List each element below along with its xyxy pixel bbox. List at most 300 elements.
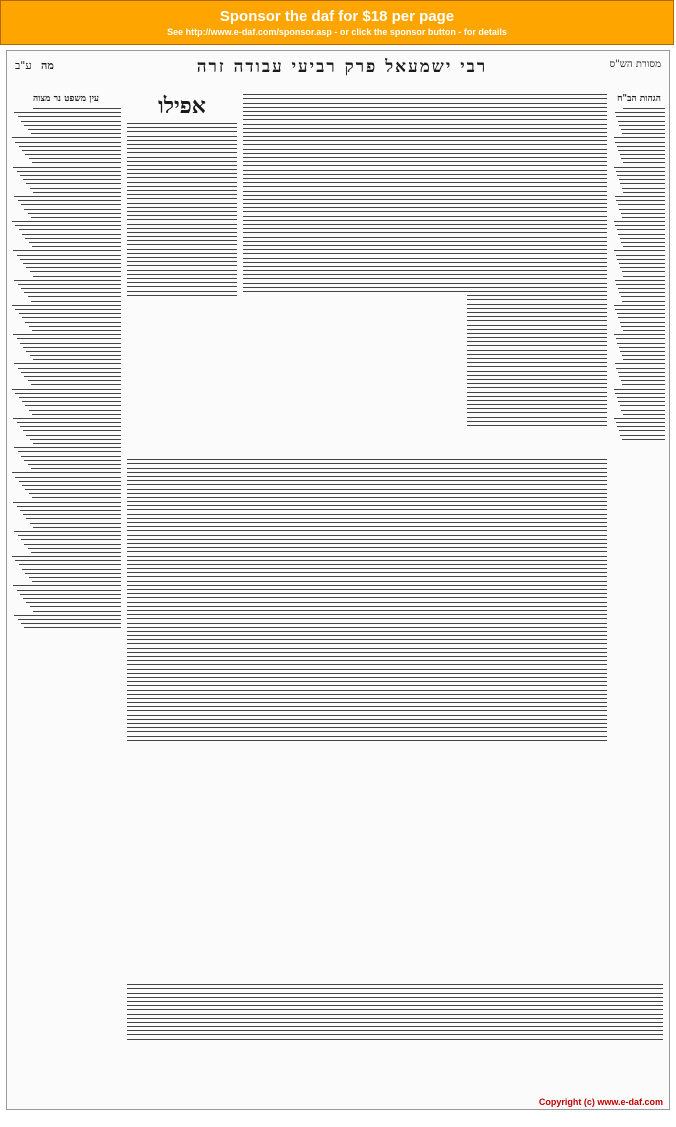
text-line <box>14 280 121 281</box>
text-line <box>127 232 237 233</box>
text-line <box>127 589 607 590</box>
text-line <box>243 170 503 171</box>
text-line <box>243 203 503 204</box>
text-line <box>127 173 237 174</box>
text-line <box>127 169 237 170</box>
text-line <box>621 129 665 130</box>
text-line <box>23 514 121 515</box>
text-line <box>243 136 503 137</box>
text-line <box>127 568 607 569</box>
text-line <box>127 702 607 703</box>
text-line <box>127 618 607 619</box>
text-line <box>615 196 665 197</box>
text-line <box>25 405 121 406</box>
text-line <box>127 614 607 615</box>
text-line <box>127 165 237 166</box>
text-line <box>31 552 121 553</box>
text-line <box>127 564 607 565</box>
text-line <box>127 144 237 145</box>
text-line <box>18 284 121 285</box>
text-line <box>127 203 237 204</box>
text-line <box>619 209 665 210</box>
text-line <box>25 238 121 239</box>
text-line <box>243 249 503 250</box>
text-line <box>30 355 121 356</box>
text-line <box>14 447 121 448</box>
text-line <box>127 660 607 661</box>
text-line <box>26 435 121 436</box>
text-line <box>127 719 607 720</box>
text-line <box>620 154 665 155</box>
text-line <box>127 1030 663 1031</box>
text-line <box>243 232 503 233</box>
text-line <box>24 544 121 545</box>
text-line <box>127 472 607 473</box>
text-line <box>243 115 503 116</box>
text-line <box>616 116 665 117</box>
text-line <box>127 236 237 237</box>
text-line <box>17 590 122 591</box>
text-line <box>619 376 665 377</box>
text-line <box>623 192 665 193</box>
sponsor-subtitle: See http://www.e-daf.com/sponsor.asp - or click the sponsor button - for details <box>167 27 507 37</box>
text-line <box>614 389 665 390</box>
text-line <box>623 246 665 247</box>
text-line <box>29 493 121 494</box>
text-line <box>21 204 121 205</box>
text-line <box>614 137 665 138</box>
text-line <box>620 267 665 268</box>
text-line <box>18 619 121 620</box>
text-line <box>127 468 607 469</box>
text-line <box>243 241 503 242</box>
text-line <box>32 162 121 163</box>
text-line <box>12 472 121 473</box>
text-line <box>127 1026 663 1027</box>
text-line <box>127 295 237 296</box>
text-line <box>21 372 121 373</box>
text-line <box>615 363 665 364</box>
text-line <box>17 338 122 339</box>
text-line <box>22 234 121 235</box>
text-line <box>618 121 665 122</box>
text-line <box>22 401 121 402</box>
text-line <box>19 397 121 398</box>
text-line <box>127 215 237 216</box>
text-line <box>243 283 503 284</box>
text-line <box>20 594 121 595</box>
text-line <box>243 274 503 275</box>
text-line <box>615 309 665 310</box>
text-line <box>127 493 607 494</box>
text-line <box>13 167 121 168</box>
text-line <box>622 355 665 356</box>
text-line <box>243 157 503 158</box>
text-line <box>243 228 503 229</box>
text-line <box>243 245 503 246</box>
text-line <box>243 191 503 192</box>
text-line <box>243 124 503 125</box>
text-line <box>127 518 607 519</box>
text-line <box>243 270 503 271</box>
text-line <box>621 326 665 327</box>
text-line <box>20 343 121 344</box>
text-line <box>127 539 607 540</box>
text-line <box>127 731 607 732</box>
text-line <box>127 509 607 510</box>
text-line <box>127 265 237 266</box>
text-line <box>127 123 237 124</box>
text-line <box>13 250 121 251</box>
text-line <box>18 451 121 452</box>
text-line <box>14 112 121 113</box>
text-line <box>620 183 665 184</box>
text-line <box>12 221 121 222</box>
text-line <box>127 476 607 477</box>
text-line <box>20 426 121 427</box>
text-line <box>243 262 503 263</box>
text-line <box>23 430 121 431</box>
text-line <box>127 291 237 292</box>
text-line <box>20 259 121 260</box>
sponsor-banner[interactable] <box>0 0 674 45</box>
text-line <box>623 108 665 109</box>
text-line <box>243 186 503 187</box>
text-line <box>15 477 121 478</box>
text-line <box>15 225 121 226</box>
text-line <box>615 142 665 143</box>
text-line <box>127 278 237 279</box>
text-line <box>621 296 665 297</box>
text-line <box>622 217 665 218</box>
text-line <box>127 572 607 573</box>
text-line <box>614 418 665 419</box>
text-line <box>127 535 607 536</box>
text-line <box>243 98 503 99</box>
text-line <box>19 146 121 147</box>
text-line <box>127 1039 663 1040</box>
text-line <box>127 694 607 695</box>
text-line <box>614 167 665 168</box>
text-line <box>127 497 607 498</box>
text-line <box>619 125 665 126</box>
text-line <box>127 207 237 208</box>
text-line <box>127 706 607 707</box>
text-line <box>26 518 121 519</box>
text-line <box>243 94 503 95</box>
text-line <box>127 581 607 582</box>
text-line <box>20 175 121 176</box>
text-line <box>127 727 607 728</box>
page-title: רבי ישמעאל פרק רביעי עבודה זרה <box>196 57 488 77</box>
text-line <box>620 435 665 436</box>
text-line <box>243 132 503 133</box>
text-line <box>15 309 121 310</box>
text-line <box>127 715 607 716</box>
text-line <box>24 627 121 628</box>
text-line <box>243 291 503 292</box>
text-line <box>243 211 503 212</box>
text-line <box>127 648 607 649</box>
text-line <box>623 414 665 415</box>
text-line <box>12 389 121 390</box>
text-line <box>243 149 503 150</box>
text-line <box>618 204 665 205</box>
text-line <box>127 677 607 678</box>
text-line <box>243 278 503 279</box>
text-line <box>32 581 121 582</box>
text-line <box>243 128 503 129</box>
text-line <box>22 569 121 570</box>
text-line <box>18 116 121 117</box>
text-line <box>14 531 121 532</box>
text-line <box>127 253 237 254</box>
text-line <box>127 463 607 464</box>
opening-word: אפילו <box>158 93 206 119</box>
text-line <box>243 287 503 288</box>
text-line <box>21 623 121 624</box>
text-line <box>622 384 665 385</box>
text-line <box>13 334 121 335</box>
text-line <box>619 430 665 431</box>
text-line <box>127 459 607 460</box>
text-line <box>127 211 237 212</box>
text-line <box>127 984 663 985</box>
rashi-column <box>127 91 237 451</box>
text-line <box>12 556 121 557</box>
text-line <box>127 526 607 527</box>
text-line <box>22 317 121 318</box>
text-line <box>28 213 122 214</box>
text-line <box>17 255 122 256</box>
text-line <box>17 506 122 507</box>
text-line <box>127 152 237 153</box>
text-line <box>25 489 121 490</box>
text-line <box>127 282 237 283</box>
text-line <box>622 133 665 134</box>
text-line <box>12 137 121 138</box>
text-line <box>618 372 665 373</box>
text-line <box>243 165 503 166</box>
text-line <box>127 1034 663 1035</box>
text-line <box>617 397 665 398</box>
text-line <box>26 602 121 603</box>
text-line <box>127 244 237 245</box>
text-line <box>621 380 665 381</box>
text-line <box>28 464 122 465</box>
text-line <box>127 489 607 490</box>
text-line <box>622 301 665 302</box>
text-line <box>243 144 503 145</box>
text-line <box>127 194 237 195</box>
text-line <box>31 133 121 134</box>
text-line <box>243 119 503 120</box>
text-line <box>127 1001 663 1002</box>
text-line <box>18 368 121 369</box>
text-line <box>32 414 121 415</box>
text-line <box>243 111 503 112</box>
text-line <box>618 288 665 289</box>
text-line <box>19 229 121 230</box>
text-line <box>243 174 503 175</box>
text-line <box>15 560 121 561</box>
text-line <box>617 146 665 147</box>
text-line <box>127 148 237 149</box>
text-line <box>20 510 121 511</box>
text-line <box>622 271 665 272</box>
text-line <box>243 237 503 238</box>
text-line <box>26 267 121 268</box>
text-line <box>33 108 121 109</box>
text-line <box>127 623 607 624</box>
gemara-text-wide <box>127 456 607 976</box>
text-line <box>23 179 121 180</box>
text-line <box>616 368 665 369</box>
text-line <box>127 593 607 594</box>
text-line <box>616 171 665 172</box>
text-line <box>623 162 665 163</box>
text-line <box>617 426 665 427</box>
text-line <box>33 611 121 612</box>
text-line <box>22 150 121 151</box>
text-line <box>127 551 607 552</box>
text-line <box>25 573 121 574</box>
text-line <box>243 195 503 196</box>
text-line <box>127 576 607 577</box>
text-line <box>243 253 503 254</box>
text-line <box>621 410 665 411</box>
text-line <box>21 288 121 289</box>
text-line <box>620 322 665 323</box>
copyright: Copyright (c) www.e-daf.com <box>538 1097 663 1107</box>
text-line <box>28 548 122 549</box>
text-line <box>127 627 607 628</box>
text-line <box>15 142 121 143</box>
text-line <box>33 276 121 277</box>
text-line <box>615 112 665 113</box>
text-line <box>127 656 607 657</box>
text-line <box>617 229 665 230</box>
text-line <box>127 585 607 586</box>
text-line <box>617 343 665 344</box>
text-line <box>616 422 665 423</box>
text-line <box>30 606 121 607</box>
text-line <box>127 664 607 665</box>
text-line <box>127 484 607 485</box>
text-line <box>30 439 121 440</box>
text-line <box>243 182 503 183</box>
text-line <box>620 351 665 352</box>
text-line <box>127 261 237 262</box>
text-line <box>127 480 607 481</box>
gemara-text <box>243 91 503 451</box>
text-line <box>619 347 665 348</box>
text-line <box>127 606 607 607</box>
text-line <box>29 410 121 411</box>
text-line <box>25 154 121 155</box>
text-line <box>616 284 665 285</box>
gemara-bottom <box>127 981 663 1091</box>
text-line <box>127 177 237 178</box>
text-line <box>17 422 122 423</box>
ein-mishpat-heading: עין משפט נר מצוה <box>32 94 100 104</box>
text-line <box>33 443 121 444</box>
text-line <box>127 140 237 141</box>
text-line <box>28 380 122 381</box>
text-line <box>127 131 237 132</box>
text-line <box>127 1014 663 1015</box>
text-line <box>30 271 121 272</box>
text-line <box>127 249 237 250</box>
text-line <box>623 276 665 277</box>
text-line <box>127 530 607 531</box>
text-line <box>13 418 121 419</box>
text-line <box>127 270 237 271</box>
text-line <box>127 1018 663 1019</box>
text-line <box>243 103 503 104</box>
text-line <box>618 234 665 235</box>
text-line <box>127 186 237 187</box>
text-line <box>622 188 665 189</box>
text-line <box>127 710 607 711</box>
text-line <box>21 456 121 457</box>
text-line <box>614 221 665 222</box>
text-line <box>127 240 237 241</box>
text-line <box>127 224 237 225</box>
text-line <box>127 543 607 544</box>
text-line <box>18 535 121 536</box>
text-line <box>127 522 607 523</box>
text-line <box>615 393 665 394</box>
text-line <box>25 322 121 323</box>
text-line <box>21 121 121 122</box>
text-line <box>24 460 121 461</box>
text-line <box>23 263 121 264</box>
text-line <box>14 196 121 197</box>
text-line <box>127 698 607 699</box>
text-line <box>14 363 121 364</box>
text-line <box>21 539 121 540</box>
text-line <box>18 200 121 201</box>
text-line <box>243 207 503 208</box>
text-line <box>23 347 121 348</box>
text-line <box>617 259 665 260</box>
text-line <box>127 157 237 158</box>
text-line <box>23 598 121 599</box>
text-line <box>127 1022 663 1023</box>
daf-number: מה <box>41 59 54 72</box>
text-line <box>618 317 665 318</box>
text-line <box>127 127 237 128</box>
left-margin-notes <box>11 91 121 1071</box>
text-line <box>127 681 607 682</box>
text-line <box>32 330 121 331</box>
text-line <box>17 171 122 172</box>
text-line <box>127 274 237 275</box>
text-line <box>623 359 665 360</box>
text-line <box>127 286 237 287</box>
text-line <box>243 161 503 162</box>
text-line <box>127 505 607 506</box>
text-line <box>24 209 121 210</box>
text-line <box>243 258 503 259</box>
text-line <box>618 401 665 402</box>
text-line <box>30 188 121 189</box>
text-line <box>127 161 237 162</box>
text-line <box>32 497 121 498</box>
text-line <box>616 200 665 201</box>
text-line <box>127 501 607 502</box>
